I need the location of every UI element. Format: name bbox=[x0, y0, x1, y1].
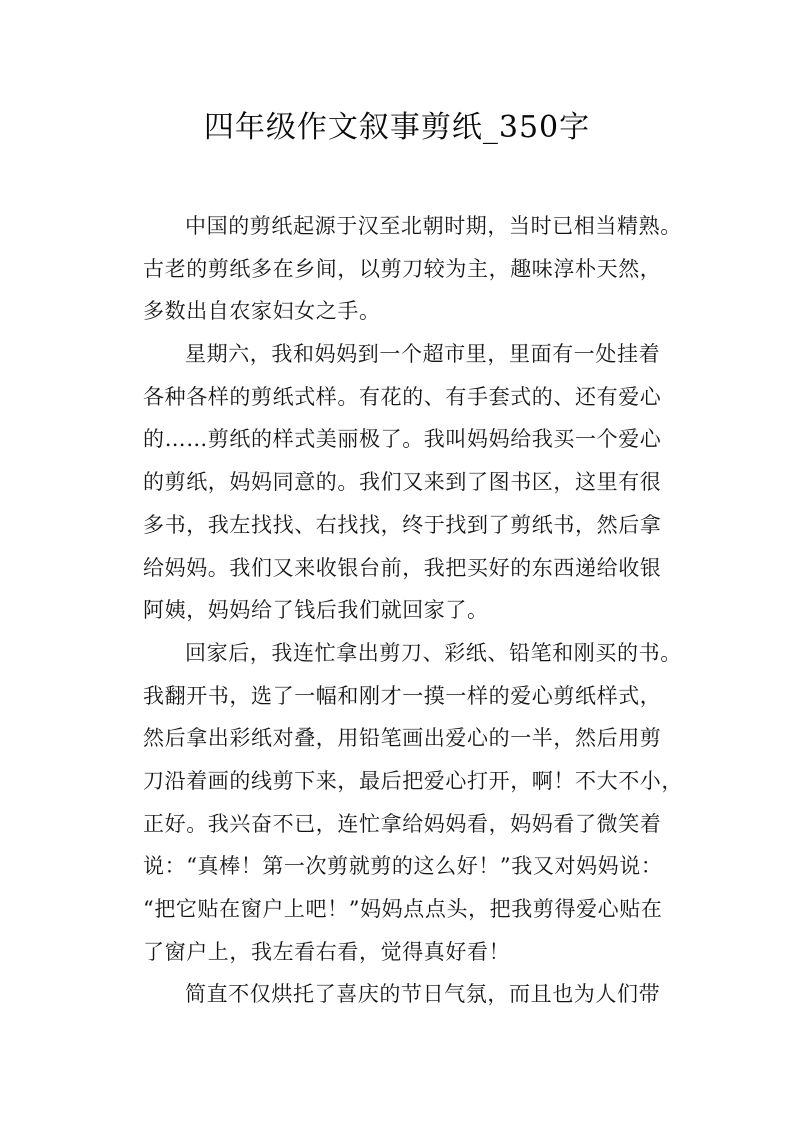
paragraph-line: 古老的剪纸多在乡间，以剪刀较为主，趣味淳朴天然， bbox=[143, 256, 662, 281]
paragraph-line: 简直不仅烘托了喜庆的节日气氛，而且也为人们带 bbox=[185, 982, 661, 1007]
paragraph-line: “把它贴在窗户上吧！”妈妈点点头，把我剪得爱心贴在 bbox=[143, 897, 663, 921]
paragraph-line: 了窗户上，我左看右看，觉得真好看！ bbox=[143, 939, 511, 964]
paragraph-line: 我翻开书，选了一幅和刚才一摸一样的爱心剪纸样式， bbox=[143, 683, 662, 708]
paragraph-line: 阿姨，妈妈给了钱后我们就回家了。 bbox=[143, 598, 489, 623]
paragraph-line: 各种各样的剪纸式样。有花的、有手套式的、还有爱心 bbox=[143, 384, 662, 409]
paragraph-line: 星期六，我和妈妈到一个超市里，里面有一处挂着 bbox=[185, 342, 661, 367]
paragraph-line: 的剪纸，妈妈同意的。我们又来到了图书区，这里有很 bbox=[143, 470, 662, 495]
paragraph-line: 回家后，我连忙拿出剪刀、彩纸、铅笔和刚买的书。 bbox=[185, 640, 682, 665]
paragraph-line: 刀沿着画的线剪下来，最后把爱心打开，啊！不大不小， bbox=[143, 768, 683, 793]
paragraph-line: 多数出自农家妇女之手。 bbox=[143, 299, 381, 324]
paragraph-line: 然后拿出彩纸对叠，用铅笔画出爱心的一半，然后用剪 bbox=[143, 726, 662, 751]
paragraph-line: 中国的剪纸起源于汉至北朝时期，当时已相当精熟。 bbox=[185, 214, 682, 238]
paragraph-line: 的……剪纸的样式美丽极了。我叫妈妈给我买一个爱心 bbox=[143, 427, 662, 452]
document-body bbox=[143, 205, 683, 1016]
paragraph-line: 正好。我兴奋不已，连忙拿给妈妈看，妈妈看了微笑着 bbox=[143, 811, 662, 836]
paragraph-line: 说：“真棒！第一次剪就剪的这么好！”我又对妈妈说： bbox=[143, 854, 663, 879]
paragraph-line: 多书，我左找找、右找找，终于找到了剪纸书，然后拿 bbox=[143, 512, 662, 537]
document-title: 四年级作文叙事剪纸_350字 bbox=[203, 110, 591, 145]
paragraph-line: 给妈妈。我们又来收银台前，我把买好的东西递给收银 bbox=[143, 555, 662, 580]
